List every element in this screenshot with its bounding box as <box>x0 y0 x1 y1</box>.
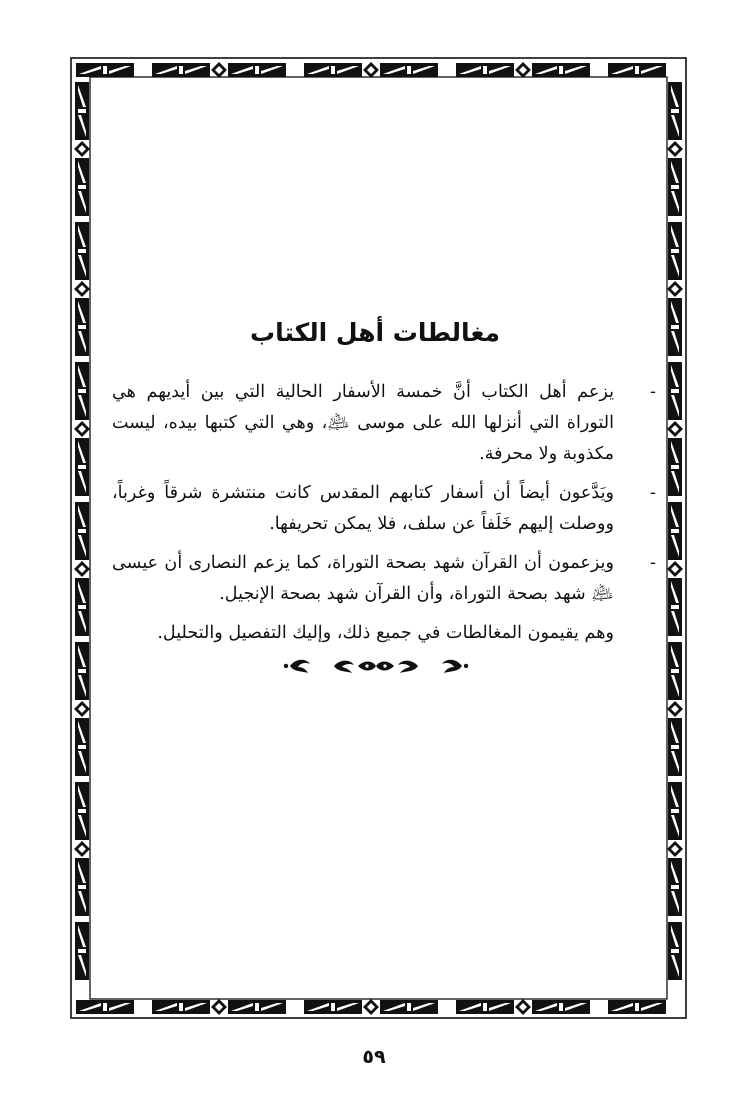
bullet-text: يزعم أهل الكتاب أنَّ خمسة الأسفار الحالية التي بين أيديهم هي التوراة التي أنزلها الله على موسى ﵇، وهي التي كتبها بيده، ليست مكذوبة ولا محرفة. <box>112 382 614 464</box>
bullet-item-3 <box>112 548 656 610</box>
bullet-item-2 <box>112 478 656 540</box>
bullet-marker: - <box>650 382 656 402</box>
bullet-marker: - <box>650 553 656 573</box>
bullet-marker: - <box>650 483 656 503</box>
page-number: ٥٩ <box>362 1046 386 1068</box>
bullet-item-1 <box>112 377 656 470</box>
page-content <box>112 300 656 681</box>
bullet-text: ويَدَّعون أيضاً أن أسفار كتابهم المقدس كانت منتشرة شرقاً وغرباً، ووصلت إليهم خَلَفاً عن سلف، فلا يمكن تحريفها. <box>112 483 614 534</box>
page-title: مغالطات أهل الكتاب <box>249 318 501 347</box>
floral-divider-ornament <box>112 655 640 681</box>
bullet-text: ويزعمون أن القرآن شهد بصحة التوراة، كما يزعم النصارى أن عيسى ﵇ شهد بصحة التوراة، وأن القرآن شهد بصحة الإنجيل. <box>112 553 614 604</box>
closing-paragraph: وهم يقيمون المغالطات في جميع ذلك، وإليك التفصيل والتحليل. <box>157 623 614 643</box>
